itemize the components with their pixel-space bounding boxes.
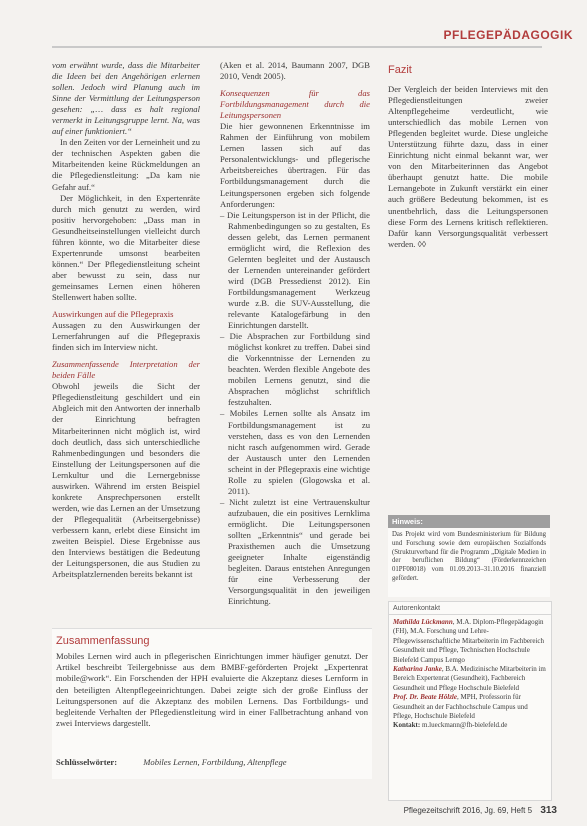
section-heading: PFLEGEPÄDAGOGIK bbox=[443, 28, 573, 42]
keywords-text: Mobiles Lernen, Fortbildung, Altenpflege bbox=[143, 757, 287, 767]
keywords-line bbox=[56, 757, 287, 767]
journal-citation: Pflegezeitschrift 2016, Jg. 69, Heft 5 bbox=[403, 806, 533, 815]
list-item: – Die Leitungsperson ist in der Pflicht, die Rahmenbedingungen so zu gestalten, Es dessen gelebt, das Lernen permanent ermöglicht wird, die Reflexion des Gelernten begleitet und der Austausch der Lernenden untereinander gefördert wird (DGB Pressedienst 2012). Ein Fortbildungsmanagement Werkzeug wurde z.B. die SUV-Ausstellung, die relevante Katalogefärbung in den Einrichtungen darstellt. bbox=[220, 210, 370, 332]
summary-box bbox=[52, 628, 372, 779]
col2-paragraph: (Aken et al. 2014, Baumann 2007, DGB 2010, Vendt 2005). bbox=[220, 60, 370, 82]
column-1 bbox=[52, 60, 200, 580]
col1-subheading: Zusammenfassende Interpretation der beiden Fälle bbox=[52, 359, 200, 381]
note-text: Das Projekt wird vom Bundesministerium für Bildung und Forschung sowie dem europäischen Sozialfonds (Strukturverband für die Programm „Digitale Medien in der beruflichen Bildung“ (Förderkennzeichen 01PF08018) vom 01.09.2013–31.10.2016 finanziell gefördert. bbox=[392, 531, 546, 582]
author-box bbox=[388, 601, 552, 801]
list-item: – Die Absprachen zur Fortbildung sind möglichst konkret zu treffen. Dabei sind die Vorkenntnisse der Lernenden zu beachten. Werden flexible Angebote des mobilen Lernens genutzt, sind die Absprachen möglichst schriftlich festzuhalten. bbox=[220, 331, 370, 408]
col1-paragraph: Obwohl jeweils die Sicht der Pflegedienstleitung geschildert und ein Abgleich mit den Antworten der innerhalb der Einrichtung befragten Mitarbeiterinnen nicht möglich ist, wird doch deutlich, dass sich unterschiedliche Rahmenbedingungen und besonders die Einstellung der Leitungspersonen auf die Lernkultur und die Lernergebnisse auswirken. Während im ersten Beispiel konkrete Ansprechpersonen erstellt werden, wie das Lernen an der Umsetzung der Pflegequalität (Arbeitsergebnisse) verbessern kann, erlebt diese Einsicht im zweiten Beispiel. Diese Ergebnisse aus den Interviews bestätigen die Bedeutung der Leitungspersonen, die aus Studien zu Arbeitsplatzlernenden bereits bekannt ist bbox=[52, 381, 200, 580]
note-title: Hinweis: bbox=[388, 515, 550, 528]
column-2 bbox=[220, 60, 370, 607]
summary-text: Mobiles Lernen wird auch in pflegerischen Einrichtungen immer häufiger genutzt. Der Artikel beschreibt Teilergebnisse aus dem BMBF-geförderten Projekt „Expertenrat mobile@work“. Ein Forschenden der HPH evaluierte die Akzeptanz dieses Lernform in den beteiligten Altenpflegeeinrichtungen. Dabei zeigte sich der große Einfluss der Leitungspersonen auf die Akzeptanz des mobilen Lernens. Das Fortbildungs- und begleitende Verhalten der Pflegedienstleitung wird in einer Fallbetrachtung anhand von zwei Interviews dargestellt. bbox=[56, 651, 368, 729]
fazit-heading: Fazit bbox=[388, 64, 412, 76]
page-footer bbox=[404, 805, 557, 816]
contact-email[interactable]: m.lueckmann@fh-bielefeld.de bbox=[421, 721, 508, 730]
col1-paragraph: vom erwähnt wurde, dass die Mitarbeiter die Ideen bei den Angehörigen erlernen sollen. Jedoch wird Planung auch im Sinne der Vermittlung der Leitungsperson gesehen: „… dass es halt regional vermerkt in Leitungsgruppe lernt. Na, was auf einer funktioniert.“ bbox=[52, 60, 200, 137]
contact-label: Kontakt: bbox=[393, 721, 421, 730]
author-name: Katharina Janke bbox=[393, 665, 442, 674]
list-item: – Nicht zuletzt ist eine Vertrauenskultur aufzubauen, die ein positives Lernklima ermöglicht. Die Leitungspersonen sollten „Erkenntnis“ und gerade bei Praxisthemen auch die Umsetzung geeigneter Inhalte eigenständig begleiten. Daraus entstehen Anregungen für eine Verbesserung der Versorgungsqualität in den jeweiligen Einrichtung. bbox=[220, 497, 370, 607]
header-rule bbox=[52, 46, 542, 48]
keywords-label: Schlüsselwörter: bbox=[56, 757, 118, 767]
col1-paragraph: Der Möglichkeit, in den Expertenräte durch mich genutzt zu werden, wird positiv hervorgehoben: „Dass man in Gesundheitseinstellungen vielleicht durch führen könnte, wo die Mitarbeiter diese Expertenrunde umsonst bearbeiten können.“ Der Pflegedienstleitung scheint aber bewusst zu sein, dass nur gemeinsames Lernen einen höheren Stellenwert haben sollte. bbox=[52, 192, 200, 302]
author-name: Mathilda Lückmann bbox=[393, 618, 453, 626]
fazit-text: Der Vergleich der beiden Interviews mit den Pflegedienstleitungen zweier Altenpflegeheime verdeutlicht, wie unterschiedlich das mobile Lernen von Pflegenden begleitet wurde. Diese ungleiche Unterstützung führte dazu, dass in einer Einrichtung nicht einmal bekannt war, wer von den Mitarbeiterinnen das Angebot überhaupt genutzt hatte. Die mobile Lernangebote in Zukunft verstärkt ein einer auch größere Bedeutung bekommen, ist es unentbehrlich, dass die Leitungspersonen diese Form des Lernens kritisch reflektieren. Dafür kann Versorgungsqualität verbessert werden. ◊◊ bbox=[388, 84, 548, 249]
requirements-list bbox=[220, 210, 370, 608]
col2-paragraph: Die hier gewonnenen Erkenntnisse im Rahmen der Einführung von mobilem Lernen lassen sich auf das Personalentwicklungs- und pflegerische Arbeitsbereiches übertragen. Für das Fortbildungsmanagement durch die Leitungspersonen ergeben sich folgende Anforderungen: bbox=[220, 121, 370, 209]
author-bio: MPH, Professorin für Gesundheit an der Fachhochschule Campus und Pflege, Hochschule Bielefeld bbox=[393, 693, 528, 721]
note-box bbox=[388, 515, 550, 597]
author-list: Mathilda Lückmann, M.A. Diplom-Pflegepädagogin (FH), M.A. Forschung und Lehre-Pflegewissenschaftliche Mitarbeiterin im Fachbereich Gesundheit und Pflege, Technischen Hochschule Bielefeld Campus Lemgo Katharina Janke, B.A. Medizinische Mitarbeiterin im Bereich Expertenrat (Gesundheit), Fachbereich Gesundheit und Pflege Hochschule Bielefeld Prof. Dr. Beate Hölzle, MPH, Professorin für Gesundheit an der Fachhochschule Campus und Pflege, Hochschule Bielefeld Kontakt: m.lueckmann@fh-bielefeld.de bbox=[393, 618, 546, 730]
summary-title: Zusammenfassung bbox=[56, 635, 150, 647]
author-box-title: Autorenkontakt bbox=[389, 602, 551, 615]
col1-paragraph: In den Zeiten vor der Lerneinheit und zu der technischen Aspekten gaben die Mitarbeitenden keine Rückmeldungen an die Pflegedienstleitung: „Da kam nie Gefahr auf.“ bbox=[52, 137, 200, 192]
col1-subheading: Auswirkungen auf die Pflegepraxis bbox=[52, 309, 174, 320]
author-bio: M.A. Diplom-Pflegepädagogin (FH), M.A. Forschung und Lehre-Pflegewissenschaftliche Mitarbeiterin im Fachbereich Gesundheit und Pflege, Technischen Hochschule Bielefeld Campus Lemgo bbox=[393, 618, 545, 664]
col2-subheading: Konsequenzen für das Fortbildungsmanagement durch die Leitungspersonen bbox=[220, 88, 370, 121]
author-bio: B.A. Medizinische Mitarbeiterin im Bereich Expertenrat (Gesundheit), Fachbereich Gesundheit und Pflege Hochschule Bielefeld bbox=[393, 665, 546, 692]
column-3 bbox=[388, 84, 548, 250]
col1-paragraph: Aussagen zu den Auswirkungen der Lernerfahrungen auf die Pflegepraxis finden sich im Interview nicht. bbox=[52, 320, 200, 353]
author-name: Prof. Dr. Beate Hölzle bbox=[393, 693, 457, 702]
page-number: 313 bbox=[540, 805, 557, 816]
list-item: – Mobiles Lernen sollte als Ansatz im Fortbildungsmanagement ist zu verstehen, dass es von den Lernenden nicht rasch aufgenommen wird. Gerade der Austausch unter den Lernenden scheint in der Pflegepraxis eine wichtige Rolle zu spielen (Glogowska et al. 2011). bbox=[220, 408, 370, 496]
